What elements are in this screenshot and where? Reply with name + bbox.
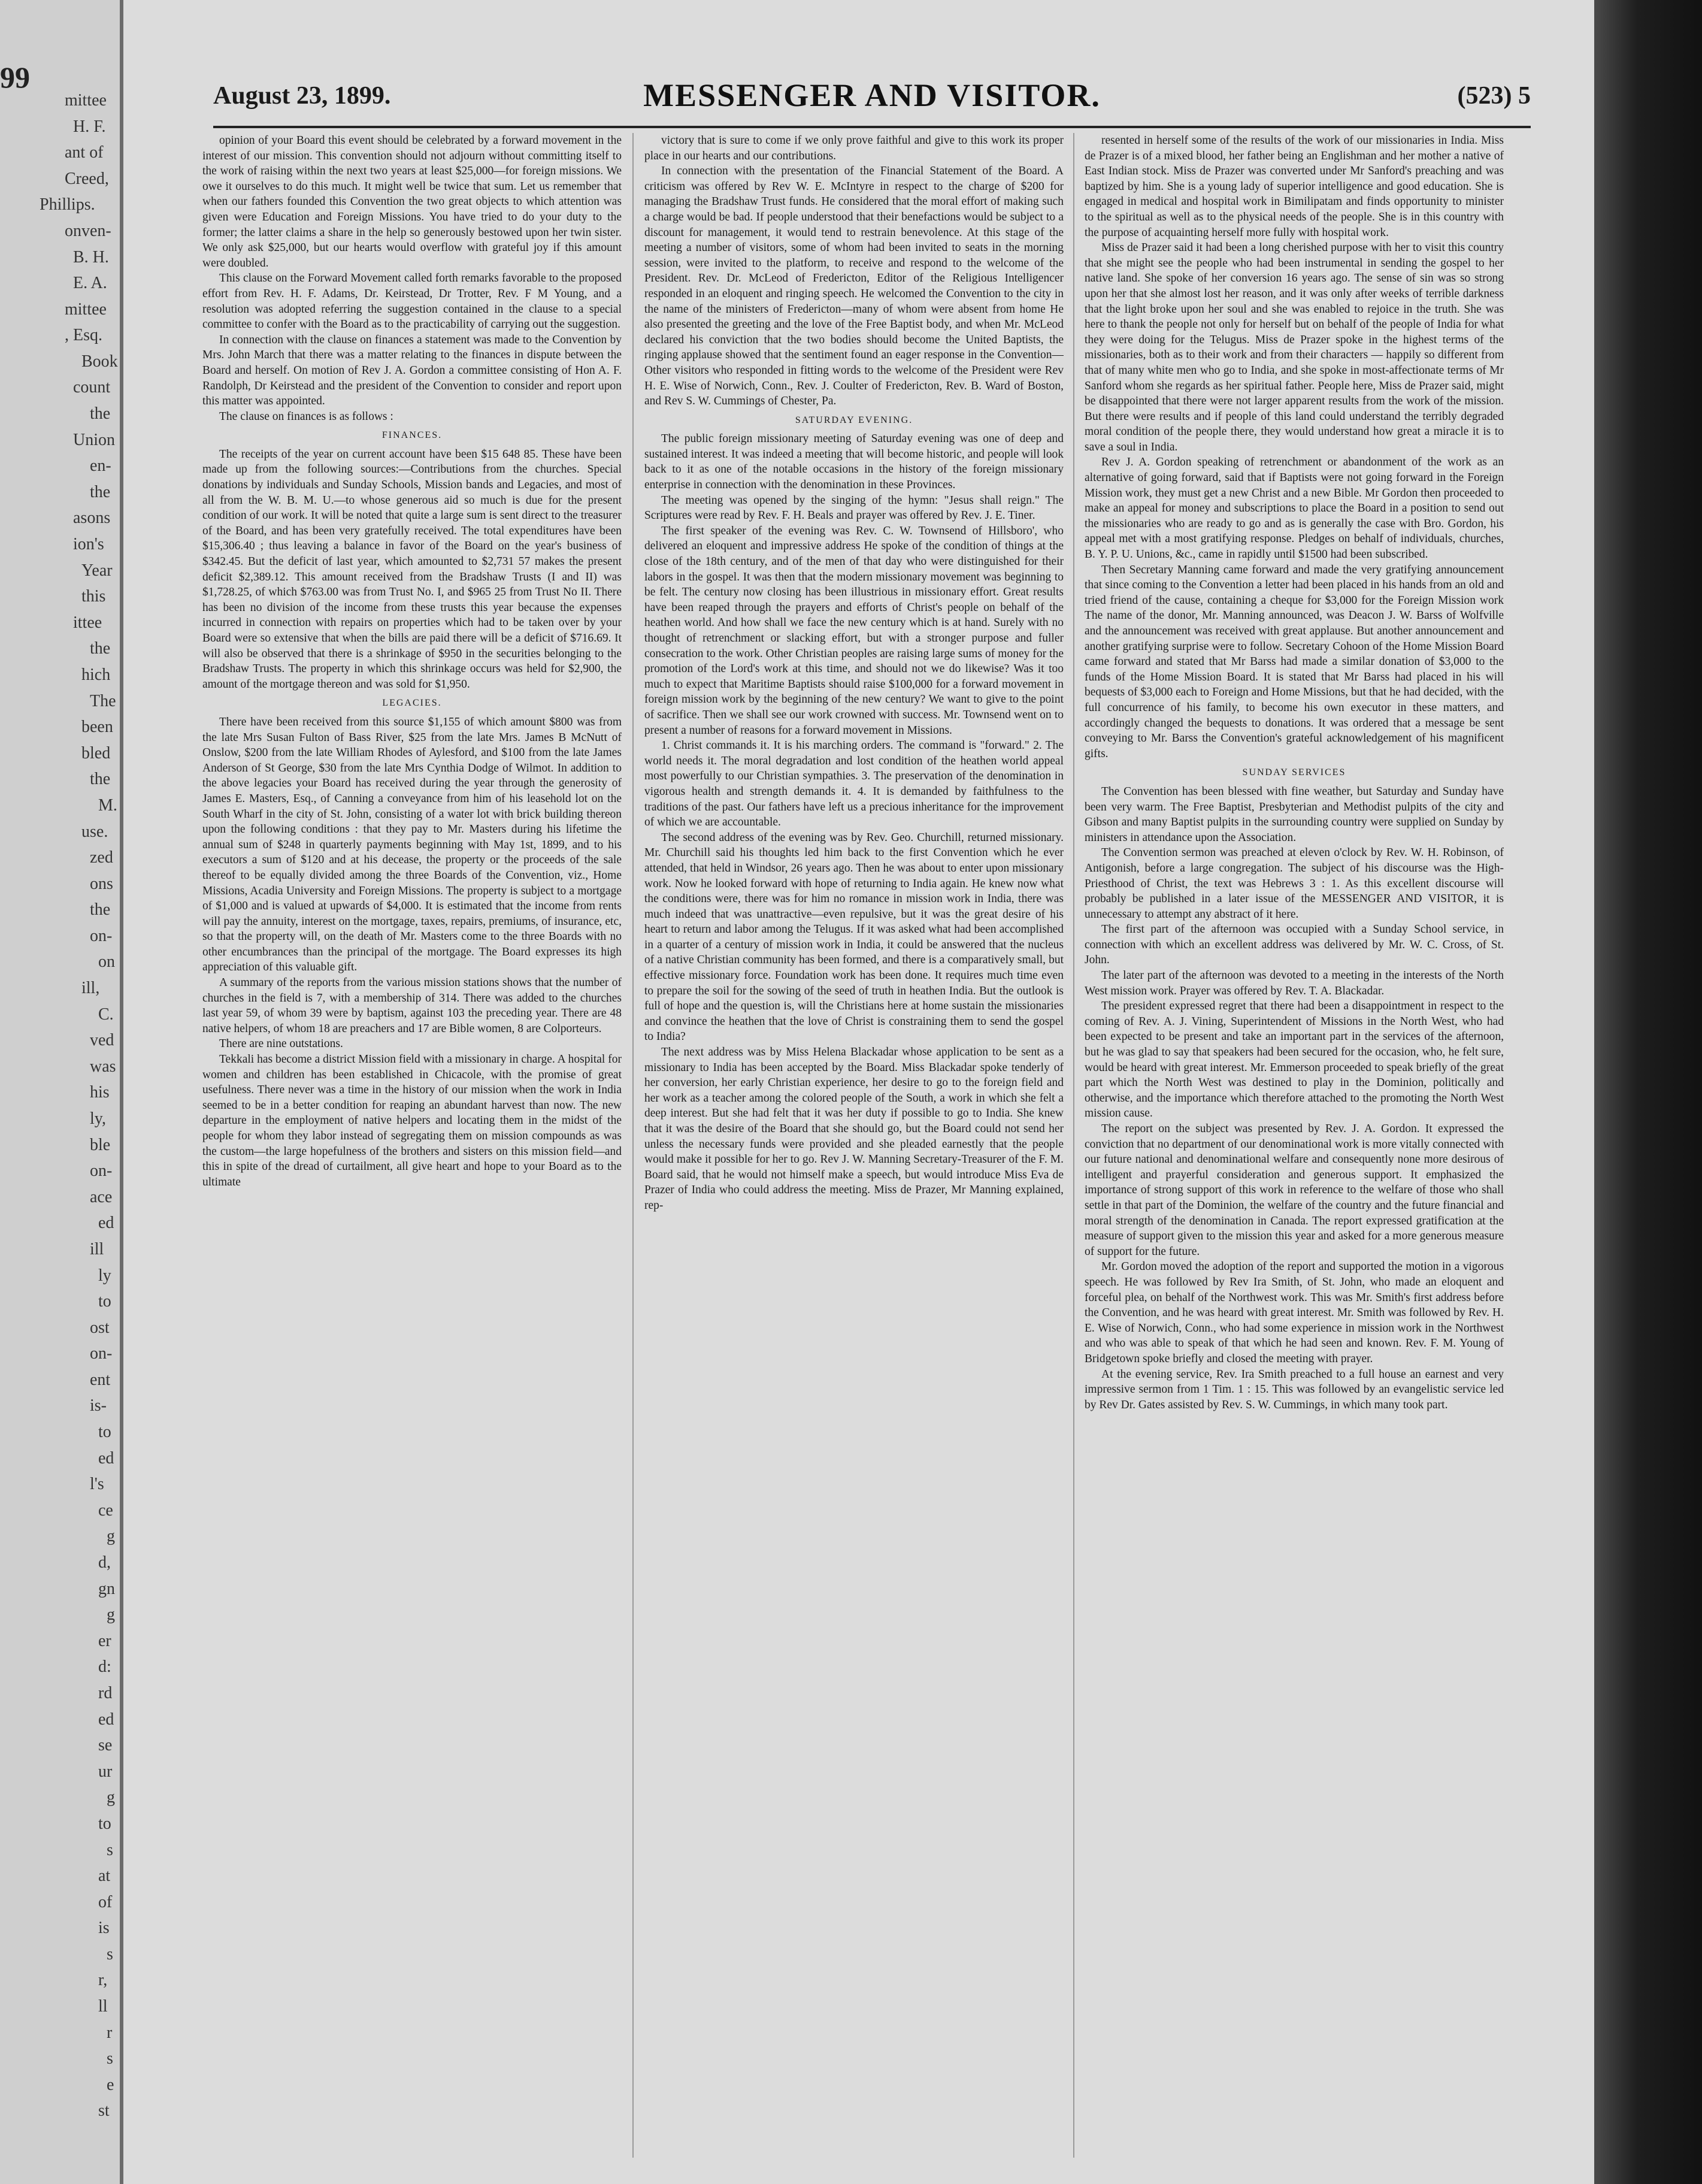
left-page-fragment: B. H. bbox=[73, 247, 109, 267]
article-paragraph: A summary of the reports from the various mission stations shows that the number of churches in the field is 7, with a membership of 314. There was added to the churches last year 59, of whom 39 were by baptism, against 103 the preceding year. There are 48 native helpers, of whom 18 are preachers and 17 are Bible women, 8 are Colporteurs. bbox=[202, 976, 622, 1035]
left-page-fragment: The bbox=[90, 691, 116, 710]
left-page-fragment: g bbox=[107, 1605, 115, 1625]
left-page-fragment: count bbox=[73, 378, 111, 397]
left-page-fragment: rd bbox=[98, 1683, 113, 1702]
article-paragraph: Miss de Prazer said it had been a long cherished purpose with her to visit this country that she might see the people who had been instrumental in sending the gospel to her native land. She spoke of her conversion 16 years ago. The sense of sin was so strong upon her that she almost lost her reason, and it was only after weeks of terrible darkness that the light broke upon her soul and she was enabled to rejoice in the truth. She was here to thank the people not only for herself but on behalf of the people of India for what they were doing for the Telugus. Miss de Prazer spoke in the highest terms of the missionaries, both as to their work and from their characters — happily so different from that of many white men who go to India, and she spoke in most-affectionate terms of Mr Sanford whom she regards as her spiritual father. People here, Miss de Prazer said, might be disappointed that there were not larger apparent results from the work of the mission. But there were results and if people of this land could understand the terribly degraded moral condition of the people there, they would understand how great a miracle it is to save a soul in India. bbox=[1085, 241, 1504, 453]
left-page-fragment: ll bbox=[98, 1997, 108, 2016]
left-page-edge bbox=[0, 0, 123, 2184]
left-page-fragment: mittee bbox=[65, 91, 107, 110]
article-paragraph: The second address of the evening was by Rev. Geo. Churchill, returned missionary. Mr. Churchill said his thoughts led him back to the first Convention which he ever attended, that held in Windsor, 26 years ago. Then he was about to enter upon missionary work. Now he looked forward with hope of returning to India again. He knew now what the conditions were, there was for him no romance in mission work in India, there was much indeed that was unattractive—even repulsive, but it was the great desire of his heart to return and labor among the Telugus. If it was asked what had been accomplished in a quarter of a century of mission work in India, it could be answered that the nucleus of a native Christian community has been formed, and there is a comparatively small, but effective missionary force. Foundation work has been done. It requires much time even to prepare the soil for the sowing of the seed of truth in heathen India. But the outlook is full of hope and the question is, will the Christians here at home sustain the missionaries and convince the heathen that the love of Christ is constraining them to send the gospel to India? bbox=[644, 831, 1064, 1043]
article-paragraph: The later part of the afternoon was devoted to a meeting in the interests of the North West mission work. Prayer was offered by Rev. T. A. Blackadar. bbox=[1085, 969, 1504, 997]
left-page-fragment: to bbox=[98, 1423, 111, 1442]
article-paragraph: There have been received from this source $1,155 of which amount $800 was from the late Mrs Susan Fulton of Bass River, $25 from the late Mrs. James B McNutt of Onslow, $200 from the late William Rhodes of Aylesford, and $100 from the late James Anderson of St George, $30 from the late Mrs Cynthia Dodge of Wilmot. In addition to the above legacies your Board has received during the year through the generosity of James E. Masters, Esq., of Canning a conveyance from him of his leasehold lot on the South Wharf in the city of St. John, consisting of a water lot with brick building thereon upon the following conditions : that they pay to Mr. Masters during his lifetime the annual sum of $248 in quarterly payments beginning with May 1st, 1899, and to his executors a sum of $120 and at his decease, the property or the proceeds of the sale thereof to be equally divided among the three Boards of the Convention, viz., Home Missions, Acadia University and Foreign Missions. The property is subject to a mortgage of $1,000 and is valued at upwards of $4,000. It is estimated that the income from rents will pay the annuity, interest on the mortgage, taxes, repairs, premiums, of insurance, etc, so that the property will, on the death of Mr. Masters come to the three Boards with no other encumbrances than the principal of the mortgage. The Board expresses its high appreciation of this valuable gift. bbox=[202, 715, 622, 974]
left-page-fragment: se bbox=[98, 1736, 113, 1755]
left-page-fragment: ly, bbox=[90, 1109, 106, 1128]
left-page-fragment: at bbox=[98, 1867, 111, 1886]
article-paragraph: Tekkali has become a district Mission field with a missionary in charge. A hospital for women and children has been established in Chicacole, with the promise of great usefulness. There never was a time in the history of our mission when the work in India seemed to be in a better condition for reaping an abundant harvest than now. The new departure in the employment of native helpers and locating them in the midst of the people for whom they labor instead of segregating them on mission compounds as was the custom—the large hopefulness of the brothers and sisters on this mission field—and this in spite of the dread of curtailment, all give heart and hope to your Board as to the ultimate bbox=[202, 1053, 622, 1188]
section-heading: FINANCES. bbox=[381, 430, 443, 441]
article-paragraph: This clause on the Forward Movement called forth remarks favorable to the proposed effort from Rev. H. F. Adams, Dr. Keirstead, Dr Trotter, Rev. F M Young, and a resolution was adopted referring the suggestion contained in the clause to a special committee to confer with the Board as to the practicability of carrying out the suggestion. bbox=[202, 272, 622, 331]
newspaper-page bbox=[123, 0, 1594, 2184]
left-page-fragment: on- bbox=[90, 1344, 113, 1363]
left-page-fragment: Year bbox=[81, 561, 113, 580]
left-page-fragment: Creed, bbox=[65, 169, 109, 188]
left-page-fragment: en- bbox=[90, 456, 111, 476]
left-page-fragment: e bbox=[107, 2075, 114, 2094]
left-page-fragment: Union bbox=[73, 430, 115, 449]
left-page-fragment: E. A. bbox=[73, 274, 107, 293]
left-page-fragment: the bbox=[90, 482, 111, 501]
left-page-fragment: the bbox=[90, 900, 111, 919]
issue-date: August 23, 1899. bbox=[213, 82, 391, 110]
left-page-fragment: ed bbox=[98, 1448, 114, 1468]
column-2 bbox=[644, 133, 1064, 2158]
left-page-fragment: ons bbox=[90, 874, 113, 893]
left-page-fragment: ill bbox=[90, 1239, 104, 1259]
column-3 bbox=[1085, 133, 1504, 2158]
article-paragraph: opinion of your Board this event should be celebrated by a forward movement in the interest of our mission. This convention should not adjourn without committing itself to the work of raising within the next two years at least $25,000—for foreign missions. We owe it ourselves to do this much. It might well be twice that sum. Let us remember that when our fathers founded this Convention the two great objects to which attention was given were Education and Foreign Missions. You have tried to do your duty to the former; the latter claims a share in the help so generously bestowed upon her twin sister. We only ask $25,000, but our hearts would overflow with grateful joy if this amount were doubled. bbox=[202, 134, 622, 270]
article-paragraph: 1. Christ commands it. It is his marching orders. The command is "forward." 2. The world needs it. The moral degradation and lost condition of the heathen world appeal most powerfully to our Christian sympathies. 3. The preservation of the denomination in vigorous health and strength demands it. 4. It is demanded by faithfulness to the traditions of the past. Our fathers have left us a precious inheritance for the improvement of which we are accountable. bbox=[644, 739, 1064, 829]
article-paragraph: Rev J. A. Gordon speaking of retrenchment or abandonment of the work as an alternative of going forward, said that if Baptists were not going forward in the Foreign Mission work, they must get a new Christ and a new Bible. Mr Gordon then proceeded to make an appeal for money and subscriptions to place the Board in a position to send out the missionaries who are ready to go and as is generally the case with Bro. Gordon, his appeal met with a most gratifying response. Pledges on behalf of individuals, churches, B. Y. P. U. Unions, &c., came in rapidly until $1500 had been subscribed. bbox=[1085, 456, 1504, 561]
left-page-fragment: d, bbox=[98, 1553, 111, 1572]
left-page-fragment: is bbox=[98, 1919, 110, 1938]
article-paragraph: Then Secretary Manning came forward and made the very gratifying announcement that since coming to the Convention a letter had been placed in his hands from an old and tried friend of the cause, containing a cheque for $3,000 for the Foreign Mission work The name of the donor, Mr. Manning announced, was Deacon J. W. Barss of Wolfville and the announcement was received with great applause. But another announcement and another gratifying surprise were to follow. Secretary Cohoon of the Home Mission Board came forward and stated that Mr Barss had made a similar donation of $3,000 to the funds of the Home Mission Board. It is stated that Mr Barss had placed in his will bequests of $3,000 each to Foreign and Home Missions, but that he had decided, with the full concurrence of his family, to become his own executor in these matters, and accordingly changed the bequests to donations. It was ordered that a message be sent conveying to Mr. Barss the Convention's grateful acknowledgement of his magnificent gifts. bbox=[1085, 563, 1504, 760]
left-page-fragment: on bbox=[98, 952, 115, 972]
left-page-fragment: of bbox=[98, 1892, 113, 1911]
left-page-fragment: on- bbox=[90, 926, 113, 945]
left-page-fragment: , Esq. bbox=[65, 326, 102, 345]
left-page-fragment: ly bbox=[98, 1266, 111, 1285]
left-page-fragment: is- bbox=[90, 1396, 107, 1415]
article-paragraph: The clause on finances is as follows : bbox=[219, 410, 393, 423]
left-page-fragment: l's bbox=[90, 1475, 104, 1494]
left-page-fragment: ent bbox=[90, 1370, 111, 1389]
article-paragraph: There are nine outstations. bbox=[219, 1037, 343, 1051]
section-heading: LEGACIES. bbox=[382, 698, 442, 709]
left-page-fragment: ble bbox=[90, 1135, 111, 1154]
column-1 bbox=[202, 133, 622, 2158]
left-page-fragment: H. F. bbox=[73, 117, 106, 136]
left-page-fragment: d: bbox=[98, 1657, 111, 1677]
article-paragraph: The Convention has been blessed with fine weather, but Saturday and Sunday have been very warm. The Free Baptist, Presbyterian and Methodist pulpits of the city and Gibson and many Baptist pulpits in the surrounding country were supplied on Sunday by ministers in attendance upon the Association. bbox=[1085, 785, 1504, 844]
section-heading: SATURDAY EVENING. bbox=[795, 415, 913, 425]
left-page-fragment: ittee bbox=[73, 613, 102, 632]
article-paragraph: At the evening service, Rev. Ira Smith preached to a full house an earnest and very impressive sermon from 1 Tim. 1 : 15. This was followed by an evangelistic service led by Rev Dr. Gates assisted by Rev. S. W. Cummings, in which many took part. bbox=[1085, 1368, 1504, 1411]
left-page-fragment: on- bbox=[90, 1161, 113, 1181]
column-rule bbox=[632, 133, 634, 2158]
section-heading: SUNDAY SERVICES bbox=[1242, 767, 1346, 778]
left-page-fragment: C. bbox=[98, 1005, 114, 1024]
left-page-fragment: to bbox=[98, 1292, 111, 1311]
left-page-fragment: the bbox=[90, 639, 111, 658]
left-page-fragment: use. bbox=[81, 822, 108, 841]
left-page-fragment: r, bbox=[98, 1971, 108, 1990]
article-paragraph: In connection with the clause on finances a statement was made to the Convention by Mrs. John March that there was a matter relating to the finances in dispute between the Board and herself. On motion of Rev J. A. Gordon a committee consisting of Hon A. F. Randolph, Dr Keirstead and the president of the Convention to consider and report upon this matter was appointed. bbox=[202, 333, 622, 408]
article-paragraph: The report on the subject was presented by Rev. J. A. Gordon. It expressed the conviction that no department of our denominational work is more vitally connected with our future national and denominational welfare and consequently none more desirous of intelligent and prayerful consideration and generous support. It emphasized the importance of strong support of this work in reference to the welfare of those who shall settle in that part of the Dominion, the welfare of the country and the future financial and moral strength of the denomination in Canada. The report expressed gratification at the measure of support given to the mission this year and asked for a more generous measure of support for the future. bbox=[1085, 1123, 1504, 1258]
left-page-fragment: ed bbox=[98, 1214, 114, 1233]
left-page-fragment: s bbox=[107, 1840, 113, 1859]
left-page-fragment: ce bbox=[98, 1501, 113, 1520]
left-page-fragment: er bbox=[98, 1631, 111, 1650]
left-page-fragment: ace bbox=[90, 1187, 113, 1206]
left-page-fragment: bled bbox=[81, 743, 111, 763]
left-page-fragment: the bbox=[90, 770, 111, 789]
left-page-fragment: to bbox=[98, 1814, 111, 1833]
article-paragraph: In connection with the presentation of the Financial Statement of the Board. A criticism was offered by Rev W. E. McIntyre in respect to the charge of $200 for managing the Bradshaw Trust funds. He considered that the moral effort of making such a charge would be bad. If people understood that their benefactions would be subject to a discount for management, it would tend to restrain benevolence. At this stage of the meeting a number of visitors, some of whom had been invited to seats in the morning session, were invited to the platform, to receive and respond to the welcome of the President. Rev. Dr. McLeod of Fredericton, Editor of the Religious Intelligencer responded in an eloquent and ringing speech. He welcomed the Convention to the city in the name of the ministers of Fredericton—many of whom were absent from home He also presented the greeting and the love of the Free Baptist body, and when Mr. McLeod declared his conviction that the two bodies should become the United Baptists, the ringing applause showed that the sentiment found an eager response in the Convention—Other visitors who responded in fitting words to the welcome of the President were Rev H. E. Wise of Norwich, Conn., Rev. J. Coulter of Fredericton, Rev. B. Ward of Boston, and Rev S. W. Cummings of Chester, Pa. bbox=[644, 165, 1064, 408]
article-paragraph: The public foreign missionary meeting of Saturday evening was one of deep and sustained interest. It was indeed a meeting that will become historic, and people will look back to it as one of the notable occasions in the history of the foreign missionary enterprise in connection with the denomination in these Provinces. bbox=[644, 432, 1064, 492]
left-page-fragment: this bbox=[81, 587, 106, 606]
left-page-fragment: ost bbox=[90, 1318, 110, 1337]
article-paragraph: The first speaker of the evening was Rev. C. W. Townsend of Hillsboro', who delivered an eloquent and impressive address He spoke of the condition of things at the close of the 18th century, and of the men of that day who were distinguished for their labors in the gospel. It was then that the modern missionary movement was beginning to be felt. The century now closing has been illustrious in missionary effort. Great results have been reaped through the prayers and efforts of Christ's people on behalf of the heathen world. And how shall we face the new century which is at hand. Surely with no thought of retrenchment or slacking effort, but with a stronger purpose and fuller consecration to the work. Other Christian peoples are raising large sums of money for the promotion of the Lord's work at this time, and should not we do likewise? Was it too much to expect that Maritime Baptists should raise $100,000 for a forward movement in foreign mission work by the beginning of the new century? We want to give to the point of sacrifice. Then we shall see our work crowned with success. Mr. Townsend went on to present a number of reasons for a forward movement in Missions. bbox=[644, 524, 1064, 737]
left-page-fragment: s bbox=[107, 2049, 113, 2068]
left-page-fragment: mittee bbox=[65, 300, 107, 319]
left-page-fragment: g bbox=[107, 1527, 115, 1546]
left-page-fragment: ion's bbox=[73, 535, 104, 554]
left-page-fragment: M. bbox=[98, 795, 117, 815]
left-page-fragment: r bbox=[107, 2023, 113, 2042]
left-page-number: 99 bbox=[0, 61, 30, 94]
left-page-fragment: ed bbox=[98, 1710, 114, 1729]
left-page-fragment: hich bbox=[81, 665, 111, 684]
left-page-fragment: been bbox=[81, 718, 113, 737]
left-page-fragment: asons bbox=[73, 509, 111, 528]
book-binding bbox=[1594, 0, 1702, 2184]
article-paragraph: The meeting was opened by the singing of the hymn: "Jesus shall reign." The Scriptures were read by Rev. F. H. Beals and prayer was offered by Rev. J. E. Tiner. bbox=[644, 494, 1064, 522]
article-paragraph: The next address was by Miss Helena Blackadar whose application to be sent as a missionary to India has been accepted by the Board. Miss Blackadar spoke tenderly of her conversion, her early Christian experience, her desire to go to the foreign field and her work as a teacher among the colored people of the South, a work in which she felt a deep interest. But she had felt that it was her duty if possible to go to India. She knew that it was the desire of the Board that she should go, but the Board could not send her unless the necessary funds were provided and she pleaded earnestly that the people would make it possible for her to go. Rev J. W. Manning Secretary-Treasurer of the F. M. Board said, that he would not himself make a speech, but would introduce Miss Eva de Prazer of India who could address the meeting. Miss de Prazer, Mr Manning explained, rep- bbox=[644, 1046, 1064, 1212]
left-page-fragment: st bbox=[98, 2101, 110, 2121]
left-page-fragment: onven- bbox=[65, 221, 111, 240]
left-page-fragment: ant of bbox=[65, 143, 104, 162]
column-rule bbox=[1073, 133, 1074, 2158]
article-paragraph: The receipts of the year on current account have been $15 648 85. These have been made up from the following sources:—Contributions from the churches. Special donations by individuals and Sunday Schools, Mission bands and Legacies, and most of all from the W. B. M. U.—to whose generous aid so much is due for the present condition of our work. It will be noted that quite a large sum is sent direct to the treasurer of the Board, and has been very gratefully received. The total expenditures have been $15,306.40 ; thus leaving a balance in favor of the Board on the year's business of $342.45. But the deficit of last year, which amounted to $2,731 57 makes the present deficit $2,389.12. This amount received from the Bradshaw Trusts (I and II) was $1,728.25, of which $763.00 was from Trust No. I, and $965 25 from Trust No II. There has been no division of the income from these trusts this year because the expenses incurred in connection with repairs on properties which had to be taken over by your Board were so extensive that when the bills are paid there will be a deficit of $716.69. It will also be observed that there is a shrinkage of $950 in the securities belonging to the Bradshaw Trusts. The property in which this shrinkage occurs was held for $2,900, the amount of the mortgage thereon and was sold for $1,950. bbox=[202, 447, 622, 691]
left-page-fragment: ill, bbox=[81, 979, 100, 998]
left-page-fragment: his bbox=[90, 1083, 110, 1102]
left-page-fragment: Phillips. bbox=[40, 195, 95, 214]
article-paragraph: Mr. Gordon moved the adoption of the report and supported the motion in a vigorous speech. He was followed by Rev Ira Smith, of St. John, who made an eloquent and forceful plea, on behalf of the Northwest work. This was Mr. Smith's first address before the Convention, and he was heard with great interest. Mr. Smith was followed by Rev. H. E. Wise of Norwich, Conn., who had some experience in mission work in the Northwest and who was able to speak of that which he had seen and known. Rev. F. M. Young of Bridgetown spoke briefly and closed the meeting with prayer. bbox=[1085, 1260, 1504, 1365]
left-page-fragment: s bbox=[107, 1944, 113, 1964]
article-paragraph: The Convention sermon was preached at eleven o'clock by Rev. W. H. Robinson, of Antigonish, before a large congregation. The subject of his discourse was the High-Priesthood of Christ, the text was Hebrews 3 : 1. As this excellent discourse will probably be published in a later issue of the MESSENGER AND VISITOR, it is unnecessary to attempt any abstract of it here. bbox=[1085, 846, 1504, 921]
left-page-fragment: g bbox=[107, 1788, 115, 1807]
article-paragraph: resented in herself some of the results of the work of our missionaries in India. Miss de Prazer is of a mixed blood, her father being an Englishman and her mother a native of East Indian stock. Miss de Prazer was converted under Mr Sanford's preaching and was baptized by him. She is a young lady of superior intelligence and good education. She is engaged in medical and hospital work in Bimilipatam and finds opportunity to minister to the spiritual as well as to the physical needs of the people. She is in this country with the purpose of acquainting herself more fully with hospital work. bbox=[1085, 134, 1504, 239]
article-paragraph: victory that is sure to come if we only prove faithful and give to this work its proper place in our hearts and our contributions. bbox=[644, 134, 1064, 162]
newspaper-title: MESSENGER AND VISITOR. bbox=[643, 77, 1101, 113]
article-paragraph: The president expressed regret that there had been a disappointment in respect to the coming of Rev. A. J. Vining, Superintendent of Missions in the North West, who had been expected to be present and take an important part in the services of the afternoon, but he was glad to say that speakers had been secured for the occasion, who, he felt sure, would be heard with great interest. Mr. Emmerson proceeded to speak briefly of the great part which the North West was destined to play in the Dominion, politically and otherwise, and the importance which therefore attached to the promoting the North West mission cause. bbox=[1085, 1000, 1504, 1120]
left-page-fragment: ved bbox=[90, 1031, 114, 1050]
left-page-fragment: zed bbox=[90, 848, 113, 867]
left-page-fragment: the bbox=[90, 404, 111, 424]
page-number: (523) 5 bbox=[1457, 82, 1531, 110]
left-page-fragment: Book bbox=[81, 352, 118, 371]
left-page-fragment: gn bbox=[98, 1579, 115, 1598]
left-page-fragment: ur bbox=[98, 1762, 113, 1781]
left-page-fragment: was bbox=[90, 1057, 116, 1076]
article-paragraph: The first part of the afternoon was occupied with a Sunday School service, in connection with which an excellent address was delivered by Mr. W. C. Cross, of St. John. bbox=[1085, 923, 1504, 967]
masthead bbox=[213, 72, 1531, 128]
